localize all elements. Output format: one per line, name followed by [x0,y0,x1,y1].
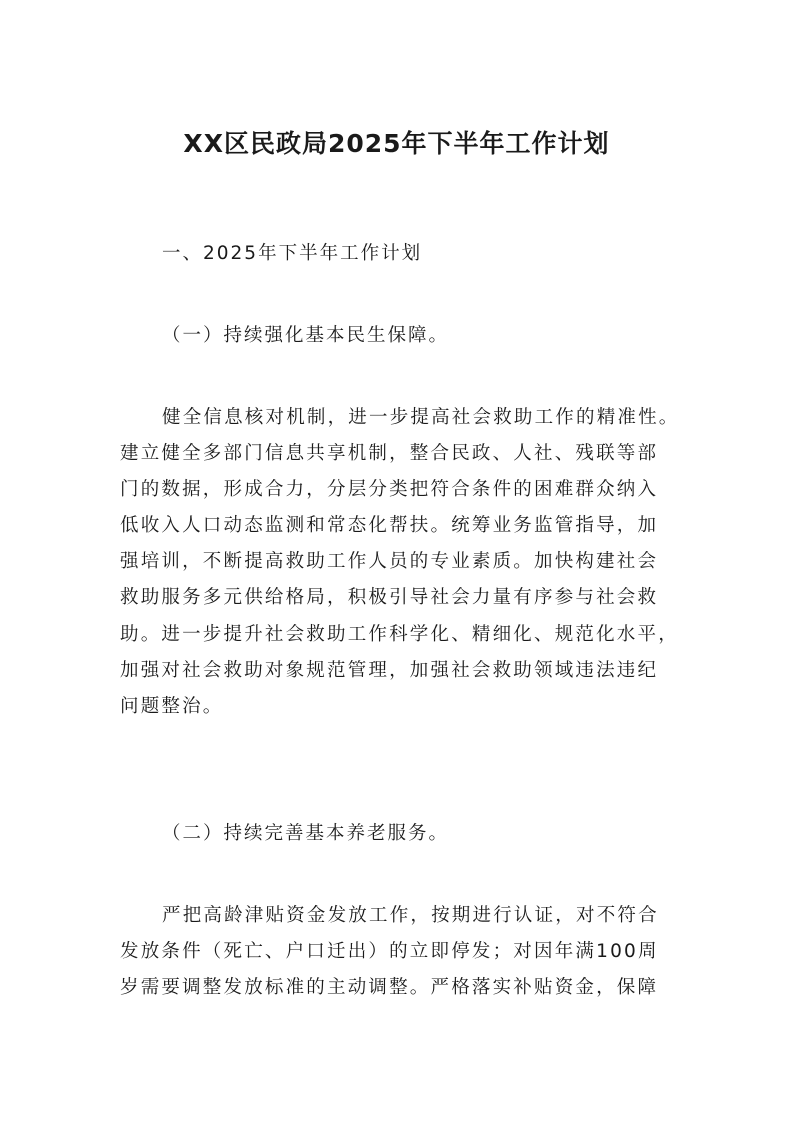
paragraph-line: 发放条件（死亡、户口迁出）的立即停发；对因年满100周 [120,941,659,963]
paragraph-1 [120,400,690,725]
document-title: XX区民政局2025年下半年工作计划 [183,129,610,158]
paragraph-2 [120,898,690,1006]
section-heading: 一、2025年下半年工作计划 [162,243,423,264]
paragraph-line: 救助服务多元供给格局，积极引导社会力量有序参与社会救 [120,587,659,609]
paragraph-line: 岁需要调整发放标准的主动调整。严格落实补贴资金，保障 [120,977,659,999]
paragraph-line: 强培训，不断提高救助工作人员的专业素质。加快构建社会 [120,551,659,573]
subsection-heading-1: （一）持续强化基本民生保障。 [162,325,450,346]
paragraph-line: 健全信息核对机制，进一步提高社会救助工作的精准性。 [162,407,680,428]
paragraph-line: 严把高龄津贴资金发放工作，按期进行认证，对不符合 [162,905,659,926]
paragraph-line: 问题整治。 [120,695,224,717]
paragraph-line: 加强对社会救助对象规范管理，加强社会救助领域违法违纪 [120,659,659,681]
paragraph-line: 助。进一步提升社会救助工作科学化、精细化、规范化水平， [120,623,679,645]
paragraph-line: 低收入人口动态监测和常态化帮扶。统筹业务监管指导，加 [120,515,659,537]
paragraph-line: 门的数据，形成合力，分层分类把符合条件的困难群众纳入 [120,479,659,501]
paragraph-line: 建立健全多部门信息共享机制，整合民政、人社、残联等部 [120,443,659,465]
subsection-heading-2: （二）持续完善基本养老服务。 [162,823,450,844]
